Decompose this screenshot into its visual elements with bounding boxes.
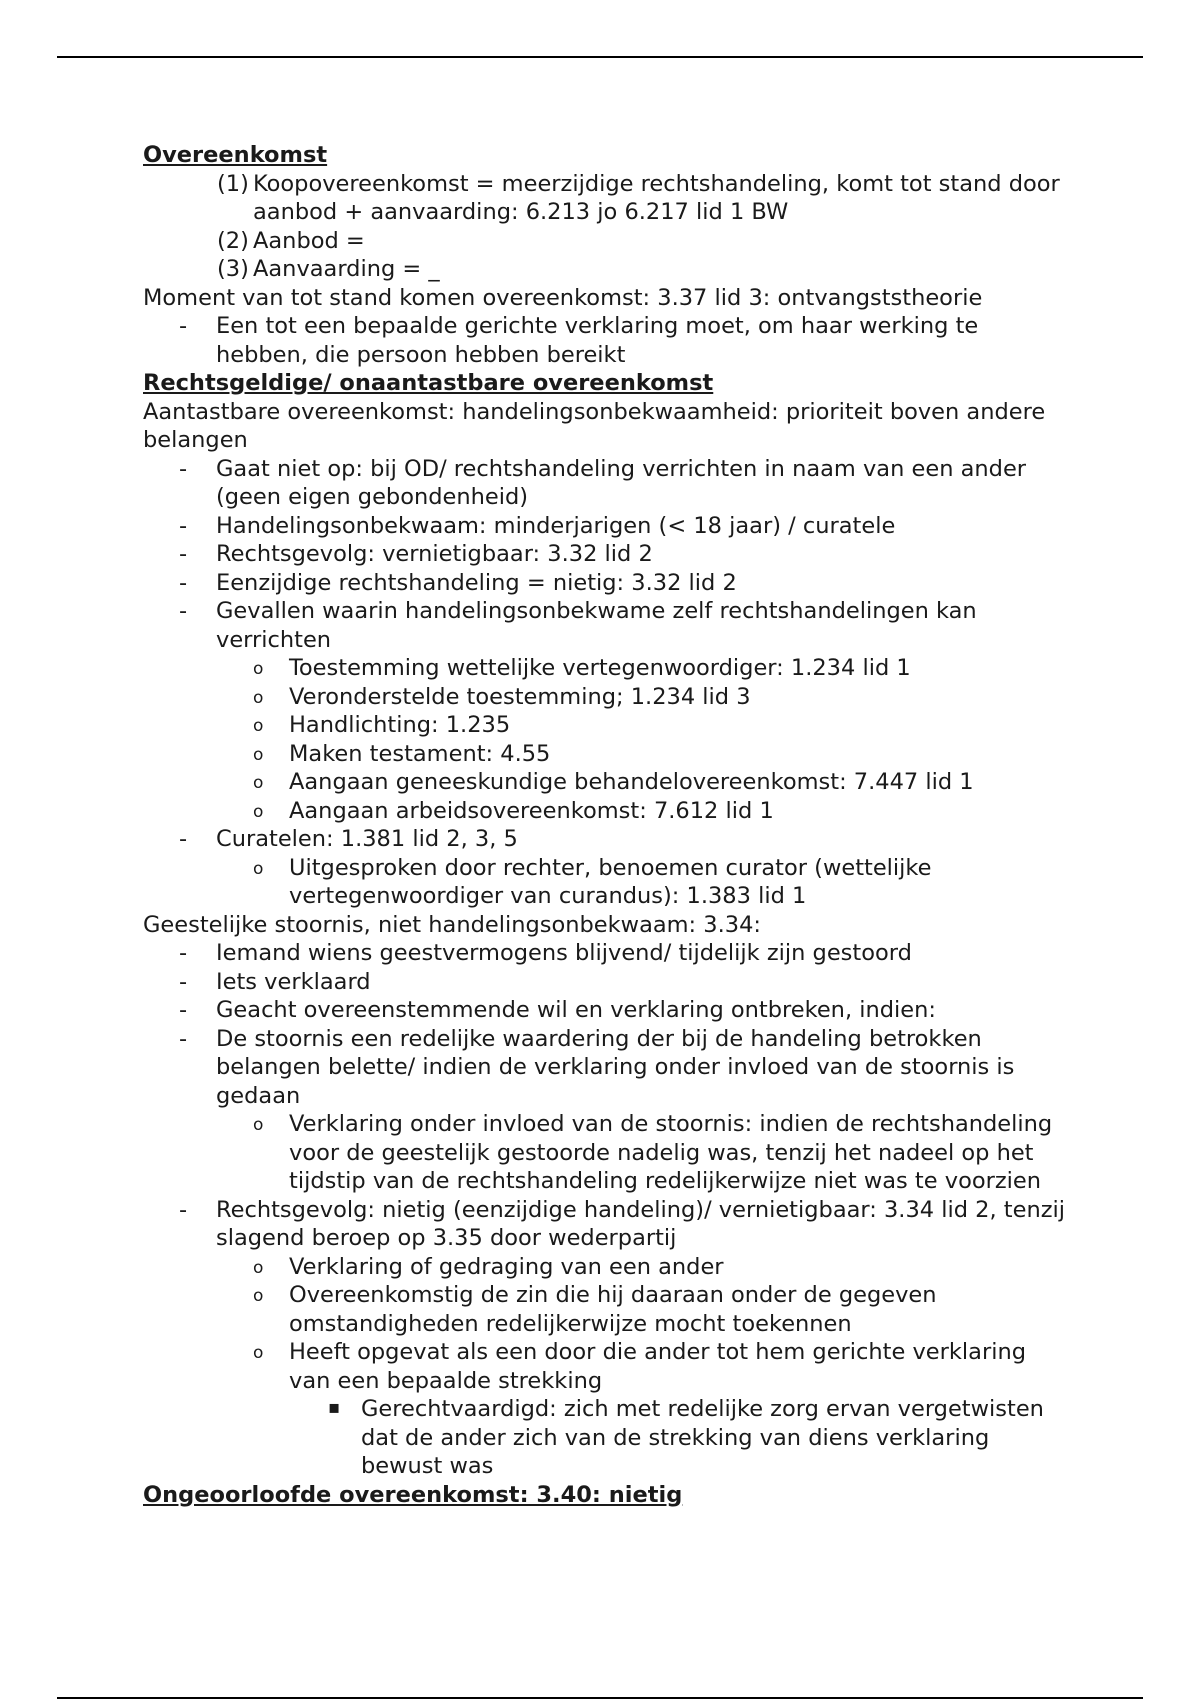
footer-rule [57,1697,1143,1699]
square-marker: ▪ [328,1397,341,1418]
list-item [143,312,1073,369]
list-item-text: Rechtsgevolg: nietig (eenzijdige handeling)/ vernietigbaar: 3.34 lid 2, tenzij slagend beroep op 3.35 door wederpartij [216,1196,1066,1251]
circle-marker: o [253,801,264,822]
dash-marker: - [179,455,188,482]
item-number: (2) [217,227,249,254]
item-number: (3) [217,256,249,282]
paragraph-geestelijk: Geestelijke stoornis, niet handelingsonbekwaam: 3.34: [143,911,761,938]
list-item-text: De stoornis een redelijke waardering der bij de handeling betrokken belangen belette/ indien de verklaring onder invloed van de stoornis is gedaan [216,1025,1015,1109]
sub-list-item-text: Aangaan arbeidsovereenkomst: 7.612 lid 1 [289,797,774,824]
circle-marker: o [253,716,264,736]
list-item-text: Rechtsgevolg: vernietigbaar: 3.32 lid 2 [216,541,653,567]
sub-list-item [143,1281,1073,1338]
list-item-text: Curatelen: 1.381 lid 2, 3, 5 [216,826,518,852]
sub-list-item-text: Maken testament: 4.55 [289,740,551,767]
list-item [143,1196,1073,1253]
item-text: Aanbod = [253,227,365,254]
sub-list-item [143,711,1073,740]
circle-marker: o [253,744,264,765]
item-text: Aanvaarding = _ [253,256,440,282]
sub-list-item-text: Aangaan geneeskundige behandelovereenkomst: 7.447 lid 1 [289,769,974,795]
list-item [143,512,1073,541]
dash-marker: - [179,826,188,852]
sub-sub-list-item-text: Gerechtvaardigd: zich met redelijke zorg ervan vergetwisten dat de ander zich van de strekking van diens verklaring bewust was [361,1396,1044,1479]
sub-list-item [143,740,1073,769]
circle-marker: o [253,1286,264,1306]
dash-marker: - [179,512,188,539]
list-item [143,968,1073,997]
list-item [143,540,1073,569]
list-item-text: Eenzijdige rechtshandeling = nietig: 3.32 lid 2 [216,569,737,596]
sub-list-item-text: Verklaring of gedraging van een ander [289,1253,724,1280]
sub-list-item-text: Veronderstelde toestemming; 1.234 lid 3 [289,683,751,710]
numbered-item [143,170,1073,227]
circle-marker: o [253,659,264,679]
dash-marker: - [179,598,188,624]
circle-marker: o [253,1115,264,1135]
sub-list-item [143,1110,1073,1196]
dash-marker: - [179,968,188,995]
heading-overeenkomst: Overeenkomst [143,142,328,168]
sub-list-item-text: Handlichting: 1.235 [289,712,511,738]
list-item-text: Handelingsonbekwaam: minderjarigen (< 18 jaar) / curatele [216,512,896,539]
dash-marker: - [179,1196,188,1223]
heading-rechtsgeldig: Rechtsgeldige/ onaantastbare overeenkomst [143,370,714,396]
sub-list-item-text: Uitgesproken door rechter, benoemen curator (wettelijke vertegenwoordiger van curandus): 1.383 lid 1 [289,854,932,909]
heading-ongeoorloofd: Ongeoorloofde overeenkomst: 3.40: nietig [143,1481,683,1508]
sub-list-item [143,854,1073,911]
list-item-text: Iets verklaard [216,968,371,995]
sub-list-item-text: Heeft opgevat als een door die ander tot hem gerichte verklaring van een bepaalde strekking [289,1339,1027,1394]
dash-marker: - [179,313,188,339]
sub-list-item-text: Overeenkomstig de zin die hij daaraan onder de gegeven omstandigheden redelijkerwijze mocht toekennen [289,1282,937,1337]
list-item-text: Gaat niet op: bij OD/ rechtshandeling verrichten in naam van een ander (geen eigen gebondenheid) [216,455,1027,510]
list-item-text: Iemand wiens geestvermogens blijvend/ tijdelijk zijn gestoord [216,940,912,966]
numbered-item [143,255,1073,284]
paragraph-moment: Moment van tot stand komen overeenkomst: 3.37 lid 3: ontvangststheorie [143,284,983,311]
item-text: Koopovereenkomst = meerzijdige rechtshandeling, komt tot stand door aanbod + aanvaarding: 6.213 jo 6.217 lid 1 BW [253,170,1060,225]
header-rule [57,56,1143,58]
sub-list-item [143,768,1073,797]
numbered-item [143,227,1073,256]
list-item-text: Gevallen waarin handelingsonbekwame zelf rechtshandelingen kan verrichten [216,598,977,653]
sub-list-item-text: Toestemming wettelijke vertegenwoordiger: 1.234 lid 1 [289,655,911,681]
circle-marker: o [253,1257,264,1278]
sub-list-item [143,1338,1073,1395]
sub-list-item [143,654,1073,683]
list-item-text: Geacht overeenstemmende wil en verklaring ontbreken, indien: [216,997,936,1023]
sub-list-item [143,1253,1073,1282]
circle-marker: o [253,773,264,793]
dash-marker: - [179,541,188,567]
list-item-text: Een tot een bepaalde gerichte verklaring moet, om haar werking te hebben, die persoon hebben bereikt [216,313,979,368]
dash-marker: - [179,997,188,1023]
list-item [143,825,1073,854]
list-item [143,1025,1073,1111]
sub-list-item-text: Verklaring onder invloed van de stoornis: indien de rechtshandeling voor de geestelijk gestoorde nadelig was, tenzij het nadeel op het tijdstip van de rechtshandeling redelijkerwijze niet was te voorzien [289,1111,1053,1194]
sub-list-item [143,683,1073,712]
list-item [143,597,1073,654]
dash-marker: - [179,940,188,966]
document-body [143,141,1073,1509]
list-item [143,939,1073,968]
circle-marker: o [253,687,264,708]
dash-marker: - [179,569,188,596]
list-item [143,569,1073,598]
circle-marker: o [253,858,264,879]
dash-marker: - [179,1025,188,1052]
sub-list-item [143,797,1073,826]
item-number: (1) [217,170,249,197]
circle-marker: o [253,1343,264,1363]
list-item [143,996,1073,1025]
list-item [143,455,1073,512]
paragraph-aantastbaar: Aantastbare overeenkomst: handelingsonbekwaamheid: prioriteit boven andere belangen [143,398,1046,453]
sub-sub-list-item [143,1395,1073,1481]
